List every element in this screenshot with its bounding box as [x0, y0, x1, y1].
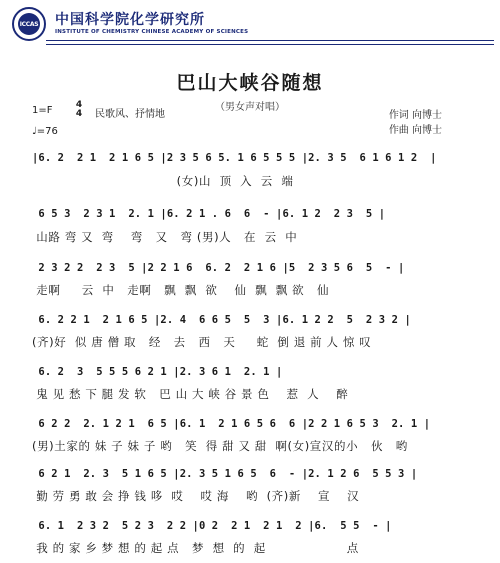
time-signature-bottom: 4 — [75, 109, 83, 119]
score-row-1-lyrics: (女)山 顶 入 云 端 — [32, 174, 294, 188]
lyricist-credit: 作词 向博士 — [388, 110, 442, 121]
score-row-7-lyrics: 勤 劳 勇 敢 会 挣 钱 哆 哎 哎 海 哟 (齐)新 宣 汉 — [32, 489, 360, 503]
institute-name-en: INSTITUTE OF CHEMISTRY CHINESE ACADEMY OF SCIENCES — [55, 29, 249, 35]
institute-name-cn: 中国科学院化学研究所 — [55, 12, 205, 28]
score-row-8-notes: 6. 1 2 3 2 5 2 3 2 2 |0 2 2 1 2 1 2 |6. 5 5 - | — [32, 520, 392, 532]
score-row-2-lyrics: 山路 弯 又 弯 弯 又 弯 (男)人 在 云 中 — [32, 230, 298, 244]
institute-logo — [12, 7, 46, 41]
score-row-6-notes: 6 2 2 2. 1 2 1 6 5 |6. 1 2 1 6 5 6 6 |2 2 1 6 5 3 2. 1 | — [32, 418, 431, 430]
score-row-4-lyrics: (齐)好 似 唐 僧 取 经 去 西 天 蛇 倒 退 前 人 惊 叹 — [32, 335, 372, 349]
composer-credit: 作曲 向博士 — [388, 125, 442, 136]
time-signature-top: 4 — [75, 100, 83, 110]
score-row-5-notes: 6. 2 3 5 5 5 6 2 1 |2. 3 6 1 2. 1 | — [32, 366, 283, 378]
header-divider — [46, 40, 494, 45]
score-row-8-lyrics: 我 的 家 乡 梦 想 的 起 点 梦 想 的 起 点 — [32, 541, 359, 555]
song-subtitle: （男女声对唱） — [215, 102, 285, 113]
score-row-6-lyrics: (男)土家的 妹 子 妹 子 哟 笑 得 甜 又 甜 啊(女)宣汉的小 伙 哟 — [32, 439, 408, 453]
time-signature — [75, 101, 83, 119]
key-signature: 1=F — [32, 105, 53, 116]
score-row-7-notes: 6 2 1 2. 3 5 1 6 5 |2. 3 5 1 6 5 6 - |2. 1 2 6 5 5 3 | — [32, 468, 418, 480]
style-marking: 民歌风、抒情地 — [95, 109, 165, 120]
tempo-marking: ♩=76 — [32, 126, 58, 137]
score-row-1-notes: |6. 2 2 1 2 1 6 5 |2 3 5 6 5. 1 6 5 5 5 |2. 3 5 6 1 6 1 2 | — [32, 152, 437, 164]
score-row-5-lyrics: 鬼 见 愁 下 腿 发 软 巴 山 大 峡 谷 景 色 惹 人 醉 — [32, 387, 349, 401]
logo-emblem: ICCAS — [18, 13, 40, 35]
score-row-4-notes: 6. 2 2 1 2 1 6 5 |2. 4 6 6 5 5 3 |6. 1 2 2 5 2 3 2 | — [32, 314, 411, 326]
score-row-2-notes: 6 5 3 2 3 1 2. 1 |6. 2 1 . 6 6 - |6. 1 2 2 3 5 | — [32, 208, 386, 220]
song-title: 巴山大峡谷随想 — [176, 72, 324, 94]
page-header — [0, 0, 500, 50]
score-row-3-notes: 2 3 2 2 2 3 5 |2 2 1 6 6. 2 2 1 6 |5 2 3 5 6 5 - | — [32, 262, 405, 274]
score-row-3-lyrics: 走啊 云 中 走啊 飘 飘 欲 仙 飘 飘 欲 仙 — [32, 283, 330, 297]
